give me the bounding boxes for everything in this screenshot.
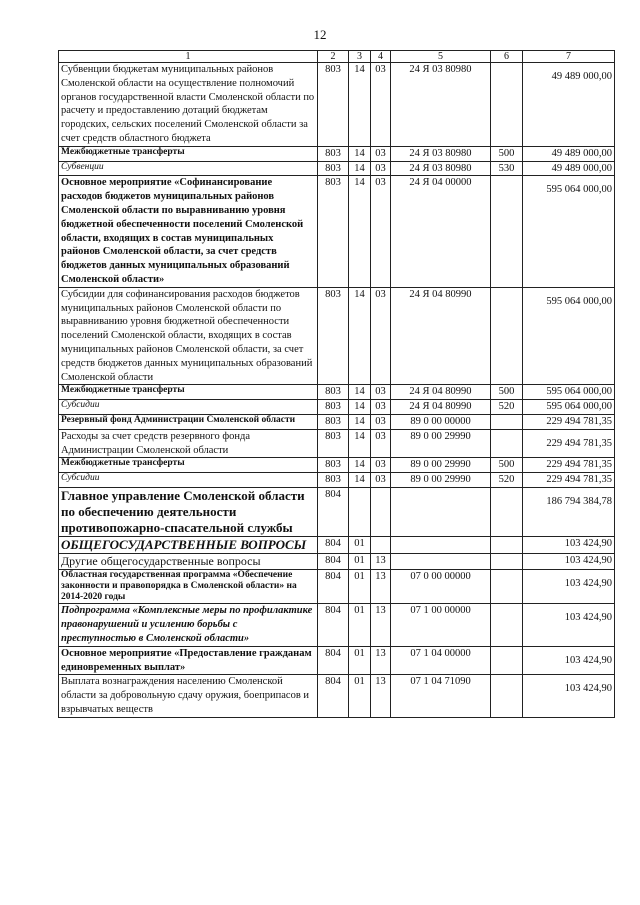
table-row (59, 553, 615, 570)
row-code-c5: 07 1 04 00000 (391, 646, 491, 675)
budget-table (58, 50, 615, 718)
column-header: 3 (349, 51, 371, 63)
row-name: Подпрограмма «Комплексные меры по профилактике правонарушений и усилению борьбы с преступностью в Смоленской области» (59, 604, 318, 646)
row-code-c6 (491, 429, 523, 458)
row-code-c3: 14 (349, 63, 371, 147)
row-code-c4 (371, 487, 391, 536)
row-code-c2: 804 (318, 487, 349, 536)
row-code-c4: 03 (371, 414, 391, 429)
row-code-c3: 01 (349, 675, 371, 717)
row-code-c3: 14 (349, 429, 371, 458)
row-code-c4: 03 (371, 176, 391, 287)
row-code-c2: 803 (318, 146, 349, 161)
row-code-c6: 530 (491, 161, 523, 176)
row-code-c2: 803 (318, 400, 349, 415)
row-code-c6: 500 (491, 458, 523, 473)
row-code-c2: 804 (318, 570, 349, 604)
row-code-c2: 803 (318, 161, 349, 176)
row-code-c6: 500 (491, 385, 523, 400)
table-row (59, 570, 615, 604)
row-code-c3: 14 (349, 161, 371, 176)
row-amount: 595 064 000,00 (523, 385, 615, 400)
row-code-c5: 24 Я 04 80990 (391, 385, 491, 400)
row-code-c5 (391, 536, 491, 553)
row-code-c4: 13 (371, 604, 391, 646)
row-code-c6 (491, 570, 523, 604)
column-header: 5 (391, 51, 491, 63)
row-code-c2: 803 (318, 63, 349, 147)
row-name: Субсидии (59, 473, 318, 488)
column-header: 7 (523, 51, 615, 63)
row-code-c5: 89 0 00 00000 (391, 414, 491, 429)
table-body (59, 63, 615, 718)
row-amount: 103 424,90 (523, 646, 615, 675)
row-code-c6: 520 (491, 400, 523, 415)
table-row (59, 487, 615, 536)
row-code-c5: 24 Я 04 00000 (391, 176, 491, 287)
row-code-c6: 520 (491, 473, 523, 488)
row-name: Основное мероприятие «Софинансирование расходов бюджетов муниципальных районов Смоленской области по выравниванию уровня бюджетной обеспеченности поселений Смоленской области, входящих в состав муниципальных районов Смоленской области, за счет средств бюджетов данных муниципальных образований Смоленской области» (59, 176, 318, 287)
row-amount: 229 494 781,35 (523, 429, 615, 458)
row-code-c4: 03 (371, 429, 391, 458)
row-code-c3: 01 (349, 553, 371, 570)
row-name: Областная государственная программа «Обеспечение законности и правопорядка в Смоленской области» на 2014-2020 годы (59, 570, 318, 604)
row-code-c6 (491, 287, 523, 385)
row-code-c3: 14 (349, 400, 371, 415)
column-header: 4 (371, 51, 391, 63)
row-code-c2: 804 (318, 604, 349, 646)
row-amount: 229 494 781,35 (523, 458, 615, 473)
row-code-c3: 14 (349, 385, 371, 400)
row-name: Субсидии (59, 400, 318, 415)
row-code-c4: 03 (371, 287, 391, 385)
row-code-c4: 03 (371, 63, 391, 147)
row-amount: 49 489 000,00 (523, 146, 615, 161)
row-code-c3: 01 (349, 536, 371, 553)
row-name: Другие общегосударственные вопросы (59, 553, 318, 570)
row-code-c6 (491, 553, 523, 570)
row-amount: 103 424,90 (523, 675, 615, 717)
row-code-c5: 24 Я 03 80980 (391, 161, 491, 176)
row-code-c5: 07 1 04 71090 (391, 675, 491, 717)
table-row (59, 63, 615, 147)
row-code-c2: 803 (318, 429, 349, 458)
row-name: Межбюджетные трансферты (59, 385, 318, 400)
row-code-c2: 803 (318, 414, 349, 429)
row-code-c2: 804 (318, 536, 349, 553)
row-name: Межбюджетные трансферты (59, 146, 318, 161)
row-code-c5: 89 0 00 29990 (391, 473, 491, 488)
table-row (59, 675, 615, 717)
row-code-c4: 03 (371, 161, 391, 176)
table-row (59, 604, 615, 646)
column-header: 6 (491, 51, 523, 63)
table-row (59, 400, 615, 415)
row-code-c6: 500 (491, 146, 523, 161)
table-row (59, 536, 615, 553)
row-code-c4: 13 (371, 675, 391, 717)
row-code-c4 (371, 536, 391, 553)
table-row (59, 646, 615, 675)
row-code-c4: 13 (371, 646, 391, 675)
column-header: 2 (318, 51, 349, 63)
row-code-c3: 14 (349, 473, 371, 488)
row-code-c4: 03 (371, 473, 391, 488)
row-code-c2: 803 (318, 287, 349, 385)
row-code-c3: 01 (349, 570, 371, 604)
row-code-c4: 13 (371, 570, 391, 604)
row-amount: 103 424,90 (523, 604, 615, 646)
row-code-c6 (491, 414, 523, 429)
row-code-c3 (349, 487, 371, 536)
row-code-c2: 803 (318, 176, 349, 287)
row-amount: 103 424,90 (523, 570, 615, 604)
row-name: Выплата вознаграждения населению Смоленской области за добровольную сдачу оружия, боеприпасов и взрывчатых веществ (59, 675, 318, 717)
row-name: Субвенции бюджетам муниципальных районов Смоленской области на осуществление полномочий органов государственной власти Смоленской области по расчету и предоставлению дотаций бюджетам городских, сельских поселений Смоленской области за счет средств областного бюджета (59, 63, 318, 147)
row-code-c6 (491, 646, 523, 675)
row-code-c2: 803 (318, 473, 349, 488)
row-amount: 49 489 000,00 (523, 63, 615, 147)
row-name: Субсидии для софинансирования расходов бюджетов муниципальных районов Смоленской области по выравниванию уровня бюджетной обеспеченности поселений Смоленской области, входящих в состав муниципальных районов Смоленской области, за счет средств бюджетов данных муниципальных образований Смоленской области (59, 287, 318, 385)
row-code-c5: 24 Я 04 80990 (391, 400, 491, 415)
row-code-c5: 89 0 00 29990 (391, 429, 491, 458)
row-name: Резервный фонд Администрации Смоленской области (59, 414, 318, 429)
row-code-c4: 13 (371, 553, 391, 570)
row-code-c3: 14 (349, 458, 371, 473)
row-code-c3: 14 (349, 176, 371, 287)
row-code-c6 (491, 604, 523, 646)
row-name: Субвенции (59, 161, 318, 176)
table-row (59, 458, 615, 473)
row-code-c2: 803 (318, 385, 349, 400)
row-code-c5: 89 0 00 29990 (391, 458, 491, 473)
row-code-c5 (391, 487, 491, 536)
row-amount: 595 064 000,00 (523, 287, 615, 385)
row-code-c2: 804 (318, 553, 349, 570)
table-row (59, 385, 615, 400)
row-code-c4: 03 (371, 146, 391, 161)
row-code-c3: 01 (349, 646, 371, 675)
row-code-c5: 07 0 00 00000 (391, 570, 491, 604)
row-code-c5: 24 Я 04 80990 (391, 287, 491, 385)
row-code-c4: 03 (371, 458, 391, 473)
row-code-c2: 803 (318, 458, 349, 473)
row-code-c5 (391, 553, 491, 570)
row-amount: 49 489 000,00 (523, 161, 615, 176)
row-name: Основное мероприятие «Предоставление гражданам единовременных выплат» (59, 646, 318, 675)
table-row (59, 161, 615, 176)
column-header: 1 (59, 51, 318, 63)
row-code-c5: 24 Я 03 80980 (391, 146, 491, 161)
row-name: Расходы за счет средств резервного фонда Администрации Смоленской области (59, 429, 318, 458)
row-amount: 229 494 781,35 (523, 473, 615, 488)
row-amount: 229 494 781,35 (523, 414, 615, 429)
row-amount: 595 064 000,00 (523, 176, 615, 287)
table-row (59, 473, 615, 488)
table-row (59, 287, 615, 385)
row-code-c4: 03 (371, 400, 391, 415)
row-code-c2: 804 (318, 646, 349, 675)
row-code-c3: 14 (349, 146, 371, 161)
table-row (59, 429, 615, 458)
row-code-c6 (491, 487, 523, 536)
row-code-c6 (491, 176, 523, 287)
row-code-c3: 14 (349, 414, 371, 429)
table-row (59, 176, 615, 287)
row-amount: 103 424,90 (523, 536, 615, 553)
row-name: Межбюджетные трансферты (59, 458, 318, 473)
row-amount: 103 424,90 (523, 553, 615, 570)
row-code-c5: 07 1 00 00000 (391, 604, 491, 646)
table-row (59, 146, 615, 161)
row-amount: 186 794 384,78 (523, 487, 615, 536)
header-row (59, 51, 615, 63)
row-code-c3: 01 (349, 604, 371, 646)
row-code-c3: 14 (349, 287, 371, 385)
page-number: 12 (313, 27, 327, 42)
row-code-c4: 03 (371, 385, 391, 400)
row-code-c5: 24 Я 03 80980 (391, 63, 491, 147)
row-name: ОБЩЕГОСУДАРСТВЕННЫЕ ВОПРОСЫ (59, 536, 318, 553)
row-amount: 595 064 000,00 (523, 400, 615, 415)
row-code-c6 (491, 63, 523, 147)
row-code-c2: 804 (318, 675, 349, 717)
table-row (59, 414, 615, 429)
row-code-c6 (491, 536, 523, 553)
row-code-c6 (491, 675, 523, 717)
row-name: Главное управление Смоленской области по обеспечению деятельности противопожарно-спасательной службы (59, 487, 318, 536)
